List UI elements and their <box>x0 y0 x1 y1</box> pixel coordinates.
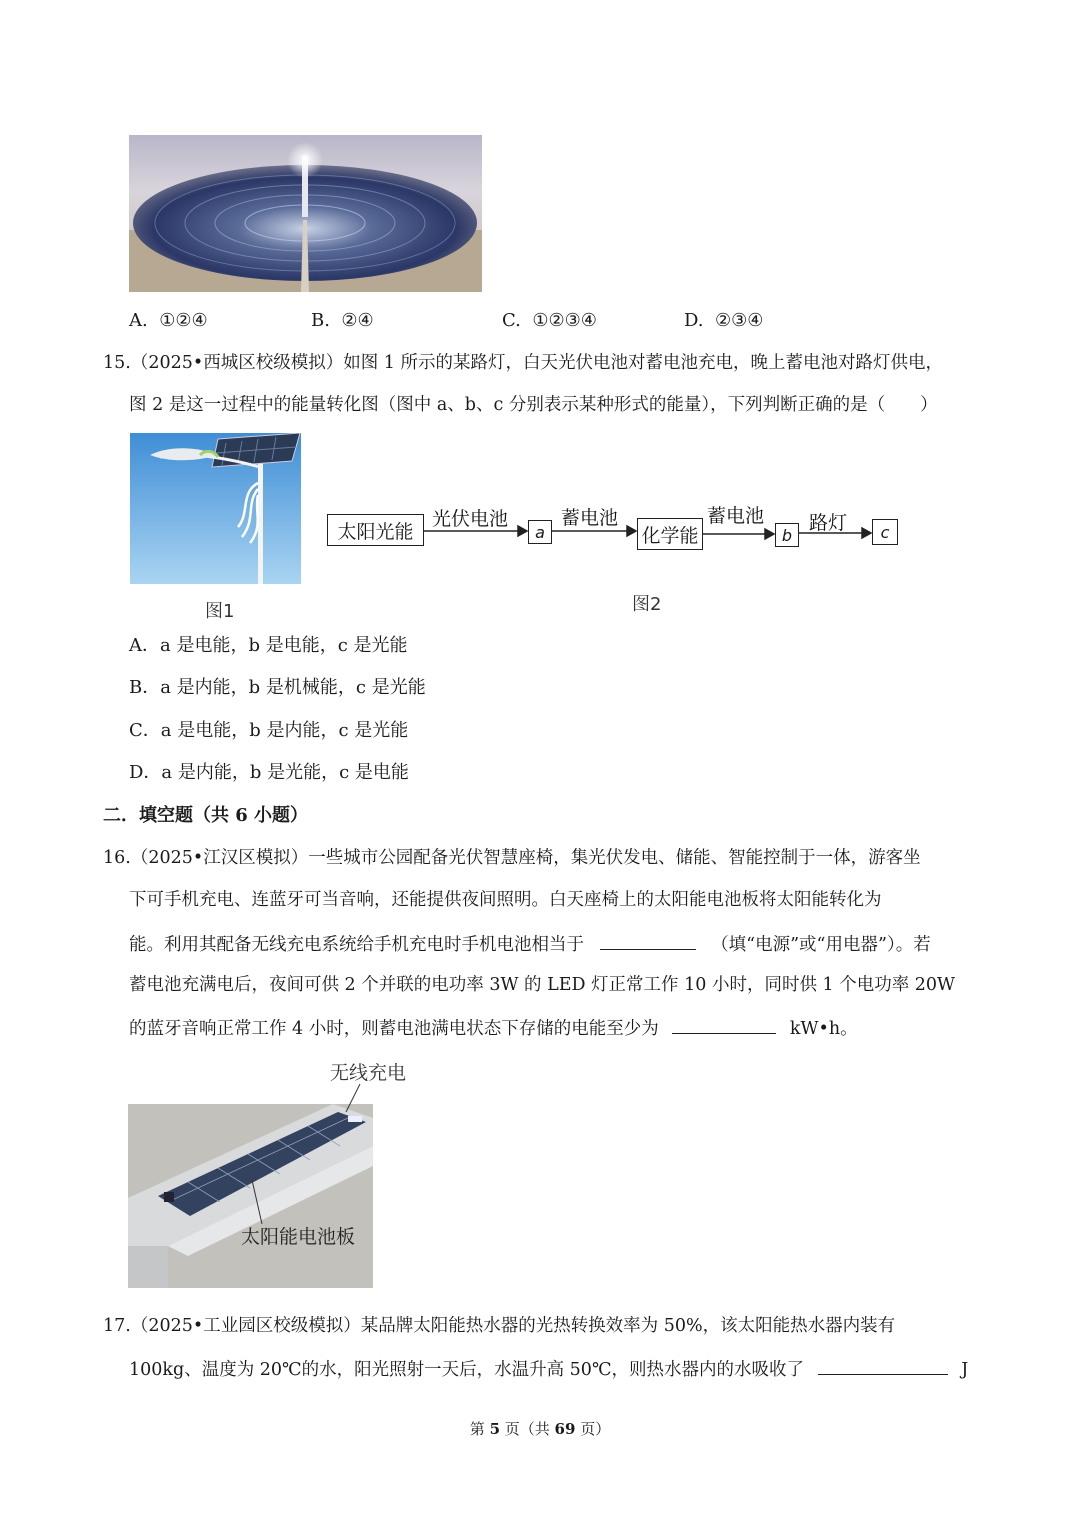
q16-stem-line1: 16.（2025•江汉区模拟）一些城市公园配备光伏智慧座椅，集光伏发电、储能、智能控制于一体，游客坐 <box>103 848 921 868</box>
fig2-caption: 图2 <box>632 594 662 615</box>
q14-option-d: D. ②③④ <box>684 310 764 331</box>
page-number: 5 <box>489 1420 500 1438</box>
box-c: c <box>872 519 898 545</box>
q14-option-a: A. ①②④ <box>129 310 208 331</box>
total-pages: 69 <box>554 1420 576 1438</box>
arrow-label-streetlamp: 路灯 <box>809 512 848 534</box>
q16-stem-line2: 下可手机充电、连蓝牙可当音响，还能提供夜间照明。白天座椅上的太阳能电池板将太阳能转化为 <box>129 890 882 910</box>
q15-option-a: A．a 是电能，b 是电能，c 是光能 <box>129 635 408 656</box>
box-solar-energy: 太阳光能 <box>327 514 424 546</box>
label-solar-panel: 太阳能电池板 <box>241 1226 356 1248</box>
box-chemical-energy: 化学能 <box>637 518 703 550</box>
q15-stem-line1: 15.（2025•西城区校级模拟）如图 1 所示的某路灯，白天光伏电池对蓄电池充电，晚上蓄电池对路灯供电， <box>103 353 943 373</box>
fig1-caption: 图1 <box>205 601 235 622</box>
q15-option-c: C．a 是电能，b 是内能，c 是光能 <box>129 720 409 741</box>
q16-stem-line4: 蓄电池充满电后，夜间可供 2 个并联的电功率 3W 的 LED 灯正常工作 10 小时，同时供 1 个电功率 20W <box>129 975 956 995</box>
box-b: b <box>775 523 799 547</box>
q15-option-d: D．a 是内能，b 是光能，c 是电能 <box>129 762 409 783</box>
q15-option-b: B．a 是内能，b 是机械能，c 是光能 <box>129 677 426 698</box>
section-heading: 二．填空题（共 6 小题） <box>103 805 309 826</box>
q16-stem-line3: 能。利用其配备无线充电系统给手机充电时手机电池相当于 （填“电源”或“用电器”）。若 <box>129 931 931 957</box>
q14-option-b: B. ②④ <box>311 310 374 331</box>
q17-answer-blank[interactable] <box>818 1356 948 1375</box>
q17-stem-line2: 100kg、温度为 20℃的水，阳光照射一天后，水温升高 50℃，则热水器内的水吸收了 J <box>129 1356 968 1382</box>
q15-stem-line2: 图 2 是这一过程中的能量转化图（图中 a、b、c 分别表示某种形式的能量），下列判断正确的是（ ） <box>129 395 938 415</box>
q17-stem-line1: 17.（2025•工业园区校级模拟）某品牌太阳能热水器的光热转换效率为 50%，该太阳能热水器内装有 <box>103 1316 896 1336</box>
arrow-label-battery-2: 蓄电池 <box>707 505 765 527</box>
box-a: a <box>528 520 552 544</box>
arrow-label-battery-1: 蓄电池 <box>561 507 619 529</box>
page-footer: 第 5 页（共 69 页） <box>469 1420 611 1438</box>
q16-stem-line5: 的蓝牙音响正常工作 4 小时，则蓄电池满电状态下存储的电能至少为 kW•h。 <box>129 1015 858 1041</box>
label-wireless-charging: 无线充电 <box>330 1062 407 1084</box>
q14-option-c: C. ①②③④ <box>502 310 597 331</box>
arrow-label-pv-cell: 光伏电池 <box>432 508 509 530</box>
